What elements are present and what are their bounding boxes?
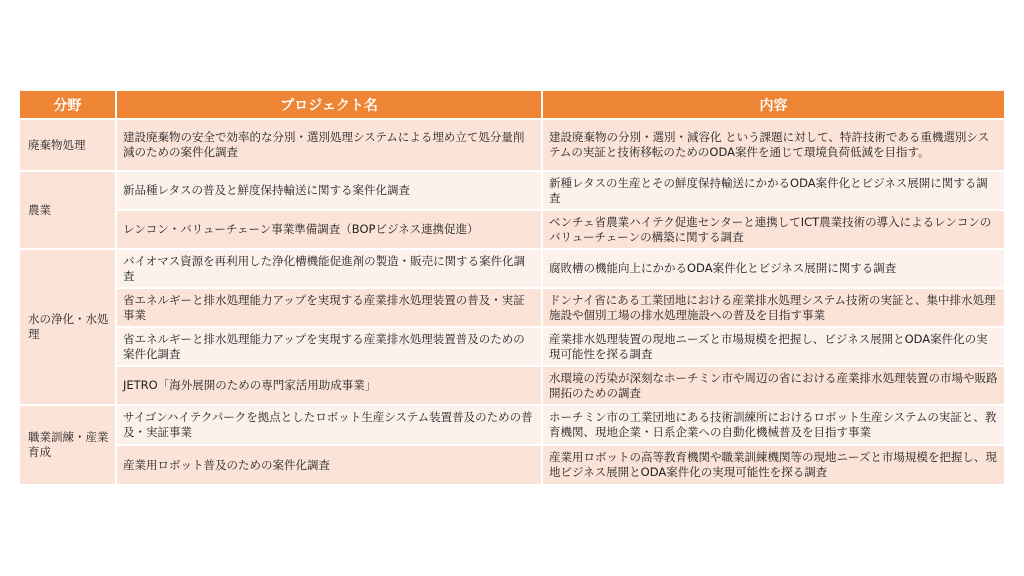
content-cell: 新種レタスの生産とその鮮度保持輸送にかかるODA案件化とビジネス展開に関する調査 <box>542 171 1004 210</box>
table-row <box>20 249 1004 288</box>
project-cell: 建設廃棄物の安全で効率的な分別・選別処理システムによる埋め立て処分量削減のための案件化調査 <box>116 119 542 171</box>
table-row <box>20 210 1004 249</box>
project-cell: サイゴンハイテクパークを拠点としたロボット生産システム装置普及のための普及・実証事業 <box>116 405 542 445</box>
project-cell: JETRO「海外展開のための専門家活用助成事業」 <box>116 366 542 405</box>
projects-table <box>20 91 1004 486</box>
content-cell: 水環境の汚染が深刻なホーチミン市や周辺の省における産業排水処理装置の市場や販路開拓のための調査 <box>542 366 1004 405</box>
category-water: 水の浄化・水処理 <box>20 249 116 405</box>
table-row <box>20 405 1004 445</box>
content-cell: 産業排水処理装置の現地ニーズと市場規模を把握し、ビジネス展開とODA案件化の実現可能性を探る調査 <box>542 327 1004 366</box>
content-cell: 腐敗槽の機能向上にかかるODA案件化とビジネス展開に関する調査 <box>542 249 1004 288</box>
header-project-name: プロジェクト名 <box>116 91 542 119</box>
table-row <box>20 366 1004 405</box>
table-row <box>20 327 1004 366</box>
projects-table-container <box>20 91 1004 486</box>
category-waste: 廃棄物処理 <box>20 119 116 171</box>
project-cell: 省エネルギーと排水処理能力アップを実現する産業排水処理装置の普及・実証事業 <box>116 288 542 327</box>
content-cell: ベンチェ省農業ハイテク促進センターと連携してICT農業技術の導入によるレンコンのバリューチェーンの構築に関する調査 <box>542 210 1004 249</box>
table-row <box>20 288 1004 327</box>
header-field: 分野 <box>20 91 116 119</box>
project-cell: 産業用ロボット普及のための案件化調査 <box>116 445 542 485</box>
content-cell: 建設廃棄物の分別・選別・減容化 という課題に対して、特許技術である重機選別システムの実証と技術移転のためのODA案件を通じて環境負荷低減を目指す。 <box>542 119 1004 171</box>
project-cell: 新品種レタスの普及と鮮度保持輸送に関する案件化調査 <box>116 171 542 210</box>
table-row <box>20 119 1004 171</box>
header-content: 内容 <box>542 91 1004 119</box>
category-training: 職業訓練・産業育成 <box>20 405 116 485</box>
content-cell: ドンナイ省にある工業団地における産業排水処理システム技術の実証と、集中排水処理施設や個別工場の排水処理施設への普及を目指す事業 <box>542 288 1004 327</box>
project-cell: バイオマス資源を再利用した浄化槽機能促進剤の製造・販売に関する案件化調査 <box>116 249 542 288</box>
content-cell: ホーチミン市の工業団地にある技術訓練所におけるロボット生産システムの実証と、教育機関、現地企業・日系企業への自動化機械普及を目指す事業 <box>542 405 1004 445</box>
content-cell: 産業用ロボットの高等教育機関や職業訓練機関等の現地ニーズと市場規模を把握し、現地ビジネス展開とODA案件化の実現可能性を探る調査 <box>542 445 1004 485</box>
project-cell: レンコン・バリューチェーン事業準備調査（BOPビジネス連携促進） <box>116 210 542 249</box>
table-header-row <box>20 91 1004 119</box>
category-agri: 農業 <box>20 171 116 249</box>
project-cell: 省エネルギーと排水処理能力アップを実現する産業排水処理装置普及のための案件化調査 <box>116 327 542 366</box>
table-row <box>20 171 1004 210</box>
table-row <box>20 445 1004 485</box>
